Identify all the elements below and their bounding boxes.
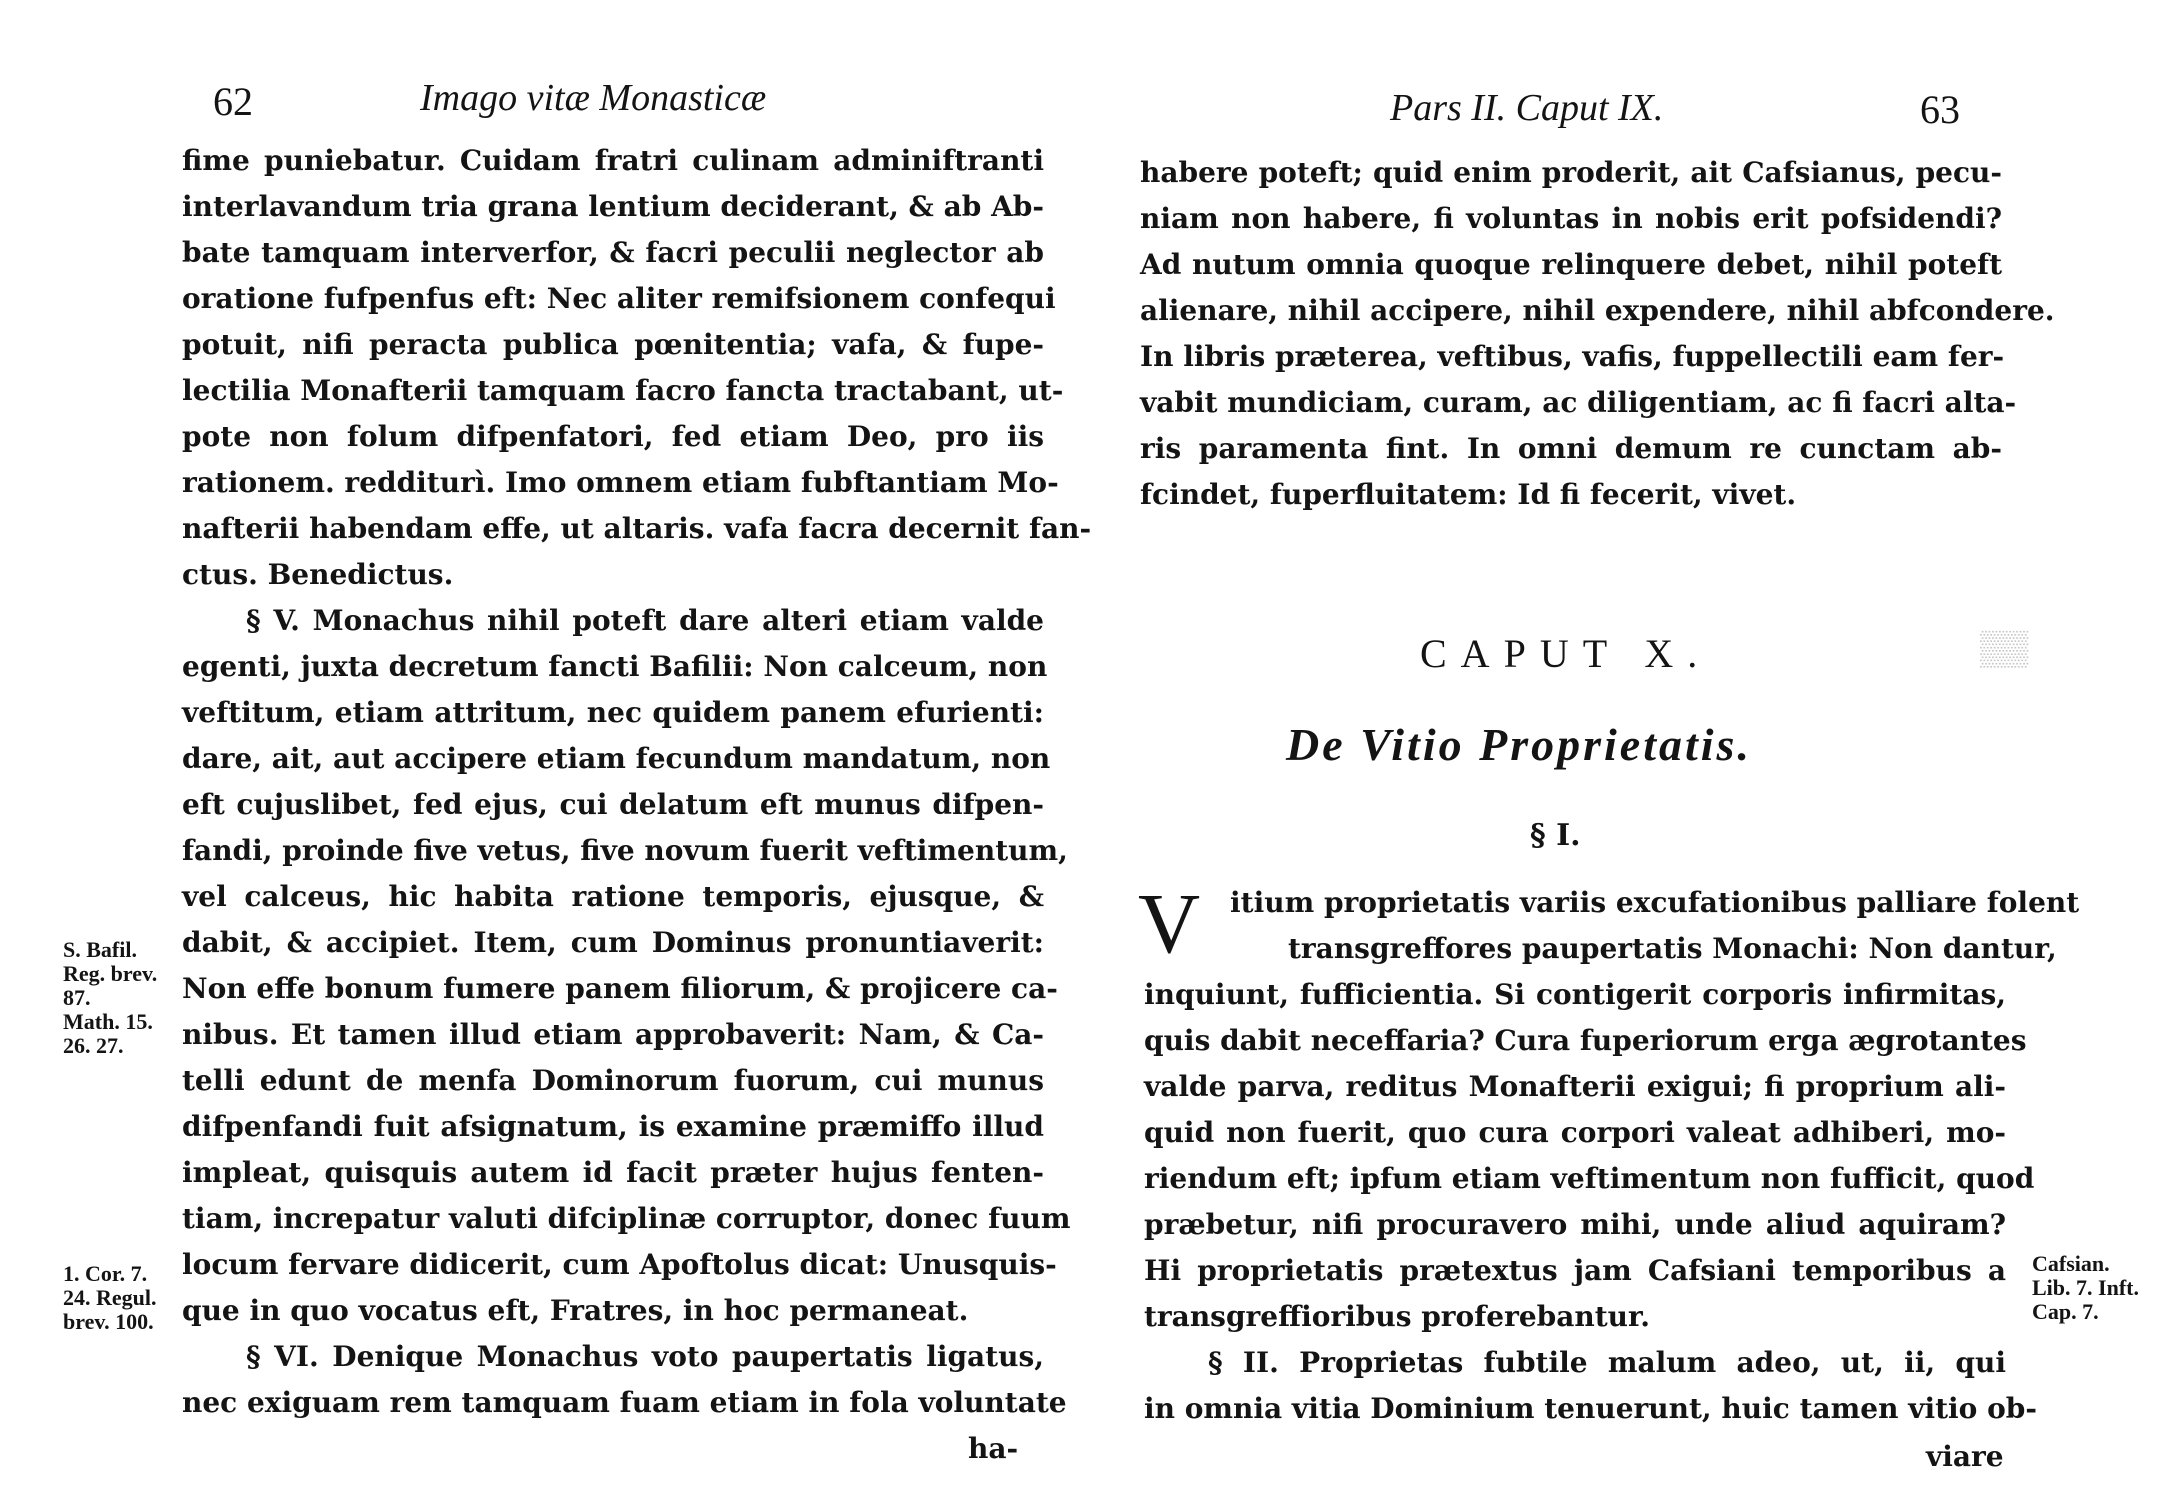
text-line: in omnia vitia Dominium tenuerunt, huic tamen vitio ob-	[1144, 1392, 2037, 1425]
first-lines	[1230, 880, 2080, 972]
text-line: riendum eft; ipfum etiam veftimentum non fufficit, quod	[1144, 1162, 2035, 1195]
text-line: veftitum, etiam attritum, nec quidem panem efurienti:	[182, 696, 1044, 729]
text-line: quis dabit neceffaria? Cura fuperiorum erga ægrotantes	[1144, 1024, 2027, 1057]
right-body-text	[1144, 972, 2037, 1432]
text-line: vel calceus, hic habita ratione temporis, ejusque, &	[182, 880, 1044, 913]
ink-smudge: ▒▒	[1980, 630, 2029, 667]
text-line: valde parva, reditus Monafterii exigui; fi proprium ali-	[1144, 1070, 2006, 1103]
right-top-text	[1140, 150, 2055, 518]
running-header: Pars II. Caput IX.	[1390, 87, 1664, 129]
text-line: Non effe bonum fumere panem filiorum, & projicere ca-	[182, 972, 1058, 1005]
text-line: niam non habere, fi voluntas in nobis erit pofsidendi?	[1140, 202, 2002, 235]
drop-cap: V	[1138, 875, 1201, 971]
text-line: fcindet, fuperfluitatem: Id fi fecerit, vivet.	[1140, 478, 1797, 511]
text-line: telli edunt de menfa Dominorum fuorum, cui munus	[182, 1064, 1044, 1097]
text-line: ris paramenta fint. In omni demum re cunctam ab-	[1140, 432, 2002, 465]
catchword: viare	[1926, 1440, 2004, 1473]
catchword: ha-	[968, 1432, 1019, 1465]
text-line: nafterii habendam effe, ut altaris. vafa facra decernit fan-	[182, 512, 1092, 545]
text-line: dare, ait, aut accipere etiam fecundum mandatum, non	[182, 742, 1051, 775]
right-page	[1090, 0, 2164, 1500]
text-line: quid non fuerit, quo cura corpori valeat adhiberi, mo-	[1144, 1116, 2006, 1149]
text-line: interlavandum tria grana lentium deciderant, & ab Ab-	[182, 190, 1044, 223]
text-line: habere poteft; quid enim proderit, ait Cafsianus, pecu-	[1140, 156, 2002, 189]
text-line: egenti, juxta decretum fancti Bafilii: Non calceum, non	[182, 650, 1048, 683]
running-header: Imago vitæ Monasticæ	[420, 77, 767, 119]
text-line: præbetur, nifi procuravero mihi, unde aliud aquiram?	[1144, 1208, 2006, 1241]
text-line: Ad nutum omnia quoque relinquere debet, nihil poteft	[1140, 248, 2002, 281]
text-line: Hi proprietatis prætextus jam Cafsiani temporibus a	[1144, 1254, 2006, 1287]
text-line: itium proprietatis variis excufationibus palliare folent	[1230, 886, 2080, 919]
section-line: § V. Monachus nihil poteft dare alteri etiam valde	[246, 604, 1044, 637]
text-line: dabit, & accipiet. Item, cum Dominus pronuntiaverit:	[182, 926, 1044, 959]
text-line: rationem. redditurì. Imo omnem etiam fubftantiam Mo-	[182, 466, 1059, 499]
text-line: inquiunt, fufficientia. Si contigerit corporis infirmitas,	[1144, 978, 2006, 1011]
text-line: vabit mundiciam, curam, ac diligentiam, ac fi facri alta-	[1140, 386, 2017, 419]
text-line: eft cujuslibet, fed ejus, cui delatum eft munus difpen-	[182, 788, 1044, 821]
text-line: fime puniebatur. Cuidam fratri culinam adminiftranti	[182, 144, 1044, 177]
text-line: locum fervare didicerit, cum Apoftolus dicat: Unusquis-	[182, 1248, 1057, 1281]
section-line: § VI. Denique Monachus voto paupertatis ligatus,	[246, 1340, 1044, 1373]
page-number: 62	[213, 79, 253, 124]
text-line: difpenfandi fuit afsignatum, is examine præmiffo illud	[182, 1110, 1044, 1143]
text-line: que in quo vocatus eft, Fratres, in hoc permaneat.	[182, 1294, 969, 1327]
section-line: § II. Proprietas fubtile malum adeo, ut, ii, qui	[1208, 1346, 2006, 1379]
text-line: transgreffioribus proferebantur.	[1144, 1300, 1650, 1333]
text-line: lectilia Monafterii tamquam facro fancta tractabant, ut-	[182, 374, 1064, 407]
page-number: 63	[1920, 87, 1960, 132]
text-line: potuit, nifi peracta publica pœnitentia; vafa, & fupe-	[182, 328, 1044, 361]
text-line: transgreffores paupertatis Monachi: Non dantur,	[1288, 932, 2057, 965]
text-line: In libris præterea, veftibus, vafis, fuppellectili eam fer-	[1140, 340, 2005, 373]
text-line: nec exiguam rem tamquam fuam etiam in fola voluntate	[182, 1386, 1067, 1419]
text-line: tiam, increpatur valuti difciplinæ corruptor, donec fuum	[182, 1202, 1071, 1235]
chapter-title: CAPUT X.	[1420, 631, 1712, 676]
text-line: fandi, proinde five vetus, five novum fuerit veftimentum,	[182, 834, 1068, 867]
text-line: alienare, nihil accipere, nihil expendere, nihil abfcondere.	[1140, 294, 2055, 327]
text-line: bate tamquam interverfor, & facri peculii neglector ab	[182, 236, 1044, 269]
margin-note: S. Bafil. Reg. brev. 87. Math. 15. 26. 27.	[63, 937, 158, 1058]
text-line: ctus. Benedictus.	[182, 558, 454, 591]
chapter-subtitle: De Vitio Proprietatis.	[1286, 719, 1752, 770]
section-heading: § I.	[1530, 818, 1581, 853]
margin-note: Cafsian. Lib. 7. Inft. Cap. 7.	[2032, 1251, 2139, 1324]
text-line: oratione fufpenfus eft: Nec aliter remifsionem confequi	[182, 282, 1056, 315]
margin-note: 1. Cor. 7. 24. Regul. brev. 100.	[63, 1261, 157, 1334]
left-body-text	[182, 138, 1092, 1426]
text-line: impleat, quisquis autem id facit præter hujus fenten-	[182, 1156, 1044, 1189]
text-line: nibus. Et tamen illud etiam approbaverit: Nam, & Ca-	[182, 1018, 1044, 1051]
text-line: pote non folum difpenfatori, fed etiam Deo, pro iis	[182, 420, 1044, 453]
